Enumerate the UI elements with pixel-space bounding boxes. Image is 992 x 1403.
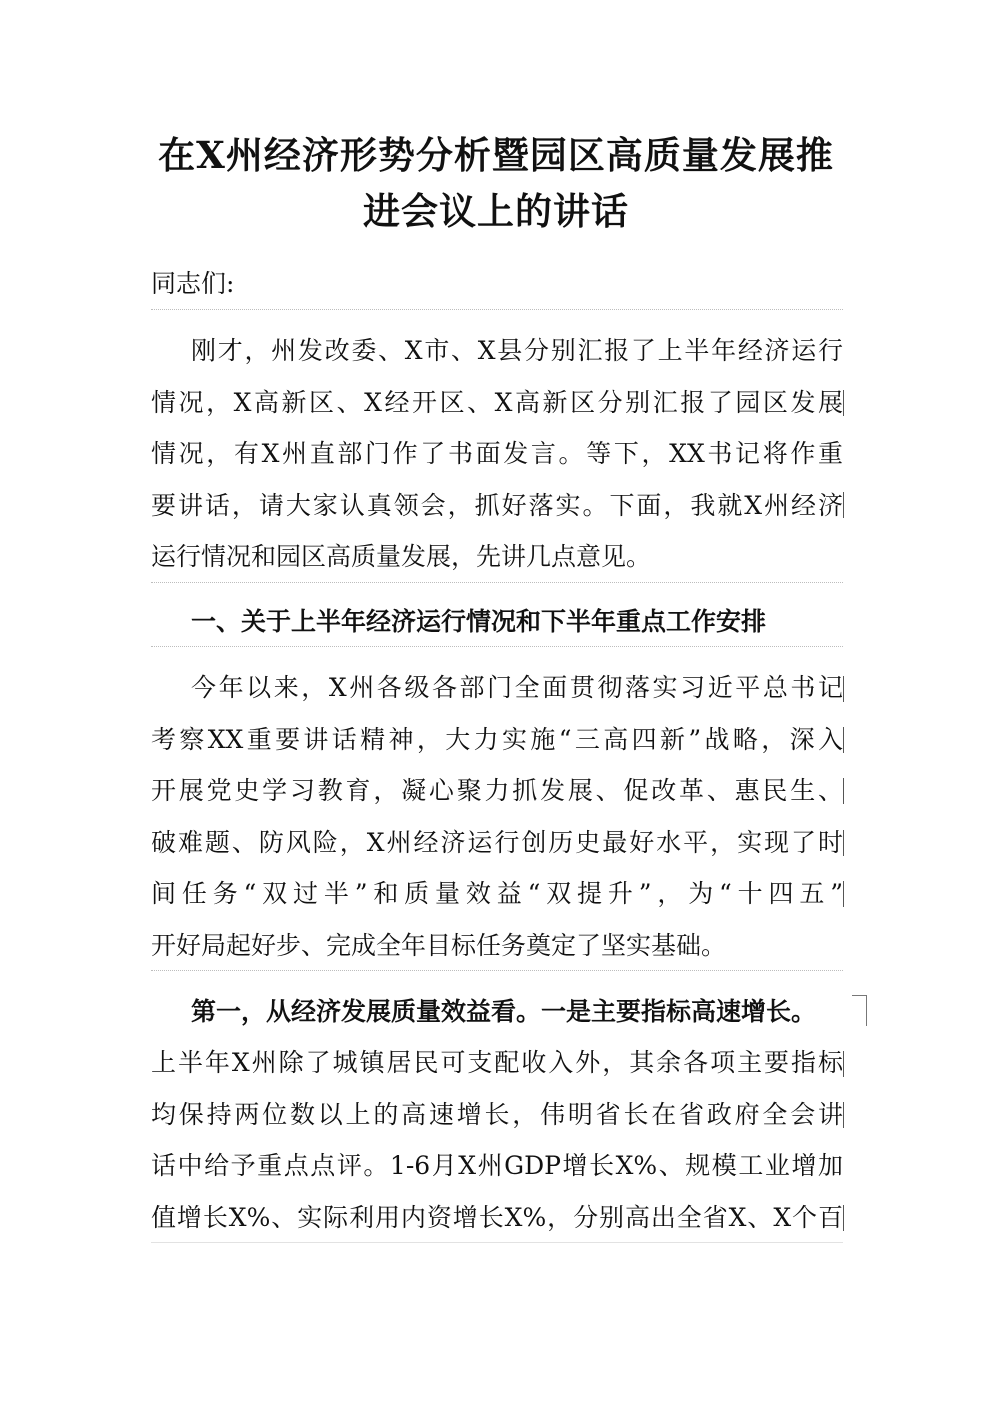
margin-mark bbox=[843, 492, 844, 518]
section-1-line-1: 今年以来，X州各级各部门全面贯彻落实习近平总书记 bbox=[191, 673, 843, 702]
margin-mark bbox=[843, 727, 844, 753]
separator bbox=[151, 582, 843, 583]
salutation bbox=[151, 258, 843, 310]
section-1-line-6: 开好局起好步、完成全年目标任务奠定了坚实基础。 bbox=[151, 930, 727, 960]
margin-mark bbox=[843, 830, 844, 856]
intro-line-3: 情况，有X州直部门作了书面发言。等下，XX书记将作重 bbox=[151, 439, 843, 468]
separator bbox=[151, 970, 843, 971]
intro-line-2: 情况，X高新区、X经开区、X高新区分别汇报了园区发展 bbox=[151, 387, 843, 417]
intro-line-4: 要讲话，请大家认真领会，抓好落实。下面，我就X州经济 bbox=[151, 490, 843, 520]
section-1-line-5: 间任务“双过半”和质量效益“双提升”，为“十四五” bbox=[151, 879, 843, 908]
intro-line-1: 刚才，州发改委、X市、X县分别汇报了上半年经济运行 bbox=[191, 336, 843, 365]
separator bbox=[151, 309, 843, 310]
section-1-paragraph bbox=[151, 662, 843, 971]
margin-mark bbox=[843, 881, 844, 907]
point-1-line-2: 均保持两位数以上的高速增长，伟明省长在省政府全会讲 bbox=[151, 1099, 843, 1129]
point-1-heading: 第一，从经济发展质量效益看。一是主要指标高速增长。 bbox=[191, 997, 817, 1026]
margin-mark bbox=[843, 778, 844, 804]
margin-mark bbox=[843, 1102, 844, 1128]
point-1-line-4: 值增长X%、实际利用内资增长X%，分别高出全省X、X个百 bbox=[151, 1202, 843, 1232]
margin-mark bbox=[843, 1205, 844, 1231]
salutation-text: 同志们: bbox=[151, 269, 235, 298]
document-title-line-2: 进会议上的讲话 bbox=[363, 189, 629, 233]
margin-mark bbox=[843, 676, 844, 702]
document-title-line-1: 在X州经济形势分析暨园区高质量发展推 bbox=[158, 133, 834, 177]
point-heading bbox=[151, 986, 861, 1038]
separator bbox=[151, 646, 843, 647]
section-1-heading: 一、关于上半年经济运行情况和下半年重点工作安排 bbox=[191, 607, 767, 636]
point-1-line-1: 上半年X州除了城镇居民可支配收入外，其余各项主要指标 bbox=[151, 1048, 843, 1077]
point-1-paragraph bbox=[151, 1037, 843, 1243]
bottom-rule bbox=[151, 1242, 843, 1243]
section-1-line-2: 考察XX重要讲话精神，大力实施“三高四新”战略，深入 bbox=[151, 724, 843, 754]
section-1-line-4: 破难题、防风险，X州经济运行创历史最好水平，实现了时 bbox=[151, 827, 843, 857]
section-1-line-3: 开展党史学习教育，凝心聚力抓发展、促改革、惠民生、 bbox=[151, 776, 843, 805]
intro-line-5: 运行情况和园区高质量发展，先讲几点意见。 bbox=[151, 542, 652, 571]
intro-paragraph bbox=[151, 325, 843, 583]
margin-mark bbox=[843, 390, 844, 416]
point-1-line-3: 话中给予重点点评。1-6月X州GDP增长X%、规模工业增加 bbox=[151, 1151, 843, 1180]
section-heading bbox=[151, 596, 843, 648]
corner-mark bbox=[852, 995, 867, 1026]
margin-mark bbox=[843, 1051, 844, 1077]
